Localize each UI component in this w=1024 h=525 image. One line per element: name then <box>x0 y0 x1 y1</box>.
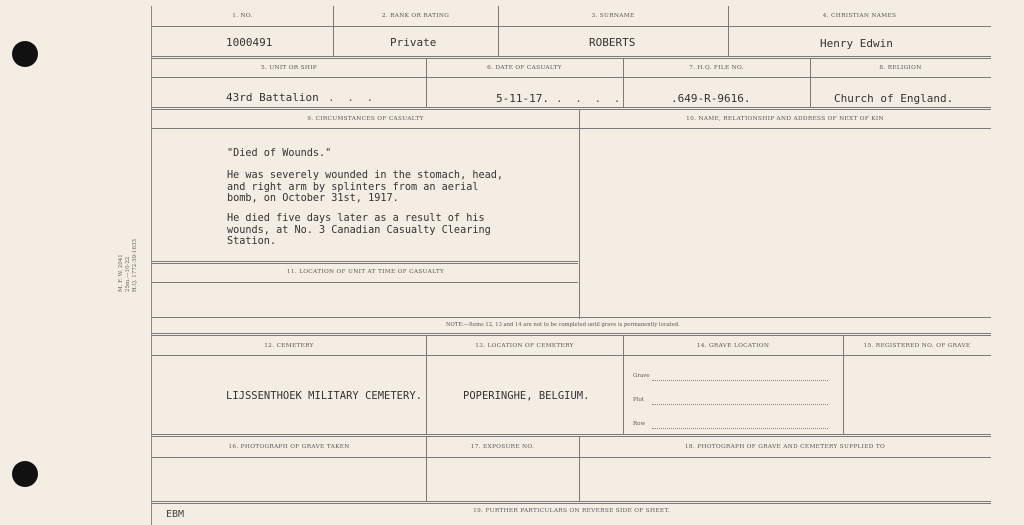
value-cemetery-location: POPERINGHE, BELGIUM. <box>463 390 590 402</box>
label-location-of-unit: 11. LOCATION OF UNIT AT TIME OF CASUALTY <box>286 269 445 275</box>
circumstance-title: "Died of Wounds." <box>227 148 332 159</box>
label-surname: 3. SURNAME <box>591 13 635 19</box>
value-unit: 43rd Battalion <box>226 91 319 104</box>
label-religion: 8. RELIGION <box>879 65 922 71</box>
print-code-line-1: M. F. W. 2041 <box>118 254 124 292</box>
label-cemetery: 12. CEMETERY <box>264 343 314 349</box>
print-code-line-2: 25m.—10-22 <box>125 256 131 292</box>
circumstance-paragraph-2: He died five days later as a result of his wounds, at No. 3 Canadian Casualty Clearing Station. <box>227 213 491 247</box>
grave-line <box>652 380 828 381</box>
value-date-of-casualty: 5-11-17. <box>496 92 549 105</box>
note-items-12-14: NOTE:—Items 12, 13 and 14 are not to be completed until grave is permanently located. <box>446 322 680 328</box>
value-number: 1000491 <box>226 36 273 49</box>
label-date-of-casualty: 6. DATE OF CASUALTY <box>487 65 562 71</box>
punch-hole-top <box>12 41 38 67</box>
row-line <box>652 428 828 429</box>
value-rank: Private <box>390 36 437 49</box>
value-cemetery: LIJSSENTHOEK MILITARY CEMETERY. <box>226 390 422 402</box>
label-photograph-supplied-to: 18. PHOTOGRAPH OF GRAVE AND CEMETERY SUPPLIED TO <box>684 444 886 450</box>
label-number: 1. NO. <box>232 13 253 19</box>
print-code-line-3: H.Q. 1772-39-1633 <box>132 239 138 292</box>
grave-line-label: Grave <box>633 373 650 379</box>
value-religion: Church of England. <box>834 92 954 105</box>
casualty-form <box>151 6 991 525</box>
row-line-label: Row <box>633 421 646 427</box>
label-photograph-taken: 16. PHOTOGRAPH OF GRAVE TAKEN <box>228 444 350 450</box>
value-surname: ROBERTS <box>589 36 636 49</box>
plot-line <box>652 404 828 405</box>
dot-leader: . . . . <box>556 92 624 105</box>
label-grave-location: 14. GRAVE LOCATION <box>696 343 770 349</box>
dot-leader: . . . <box>328 91 377 104</box>
form-print-code <box>118 232 150 292</box>
label-christian-names: 4. CHRISTIAN NAMES <box>822 13 897 19</box>
label-next-of-kin: 10. NAME, RELATIONSHIP AND ADDRESS OF NEXT OF KIN <box>686 116 884 122</box>
label-location-of-cemetery: 13. LOCATION OF CEMETERY <box>475 343 574 349</box>
label-rank: 2. RANK OR RATING <box>381 13 450 19</box>
clerk-initials: EBM <box>166 509 185 520</box>
punch-hole-bottom <box>12 461 38 487</box>
label-hq-file-no: 7. H.Q. FILE NO. <box>689 65 744 71</box>
circumstance-paragraph-1: He was severely wounded in the stomach, head, and right arm by splinters from an aerial bomb, on October 31st, 1917. <box>227 170 504 204</box>
label-unit: 5. UNIT OR SHIP <box>260 65 317 71</box>
value-christian-names: Henry Edwin <box>820 37 893 50</box>
value-hq-file-no: .649-R-9616. <box>671 92 751 105</box>
label-exposure-no: 17. EXPOSURE NO. <box>470 444 535 450</box>
label-circumstances: 9. CIRCUMSTANCES OF CASUALTY <box>307 116 424 122</box>
label-further-particulars: 19. FURTHER PARTICULARS ON REVERSE SIDE OF SHEET. <box>473 508 670 514</box>
plot-line-label: Plot <box>633 397 644 403</box>
label-registered-no-of-grave: 15. REGISTERED NO. OF GRAVE <box>863 343 971 349</box>
